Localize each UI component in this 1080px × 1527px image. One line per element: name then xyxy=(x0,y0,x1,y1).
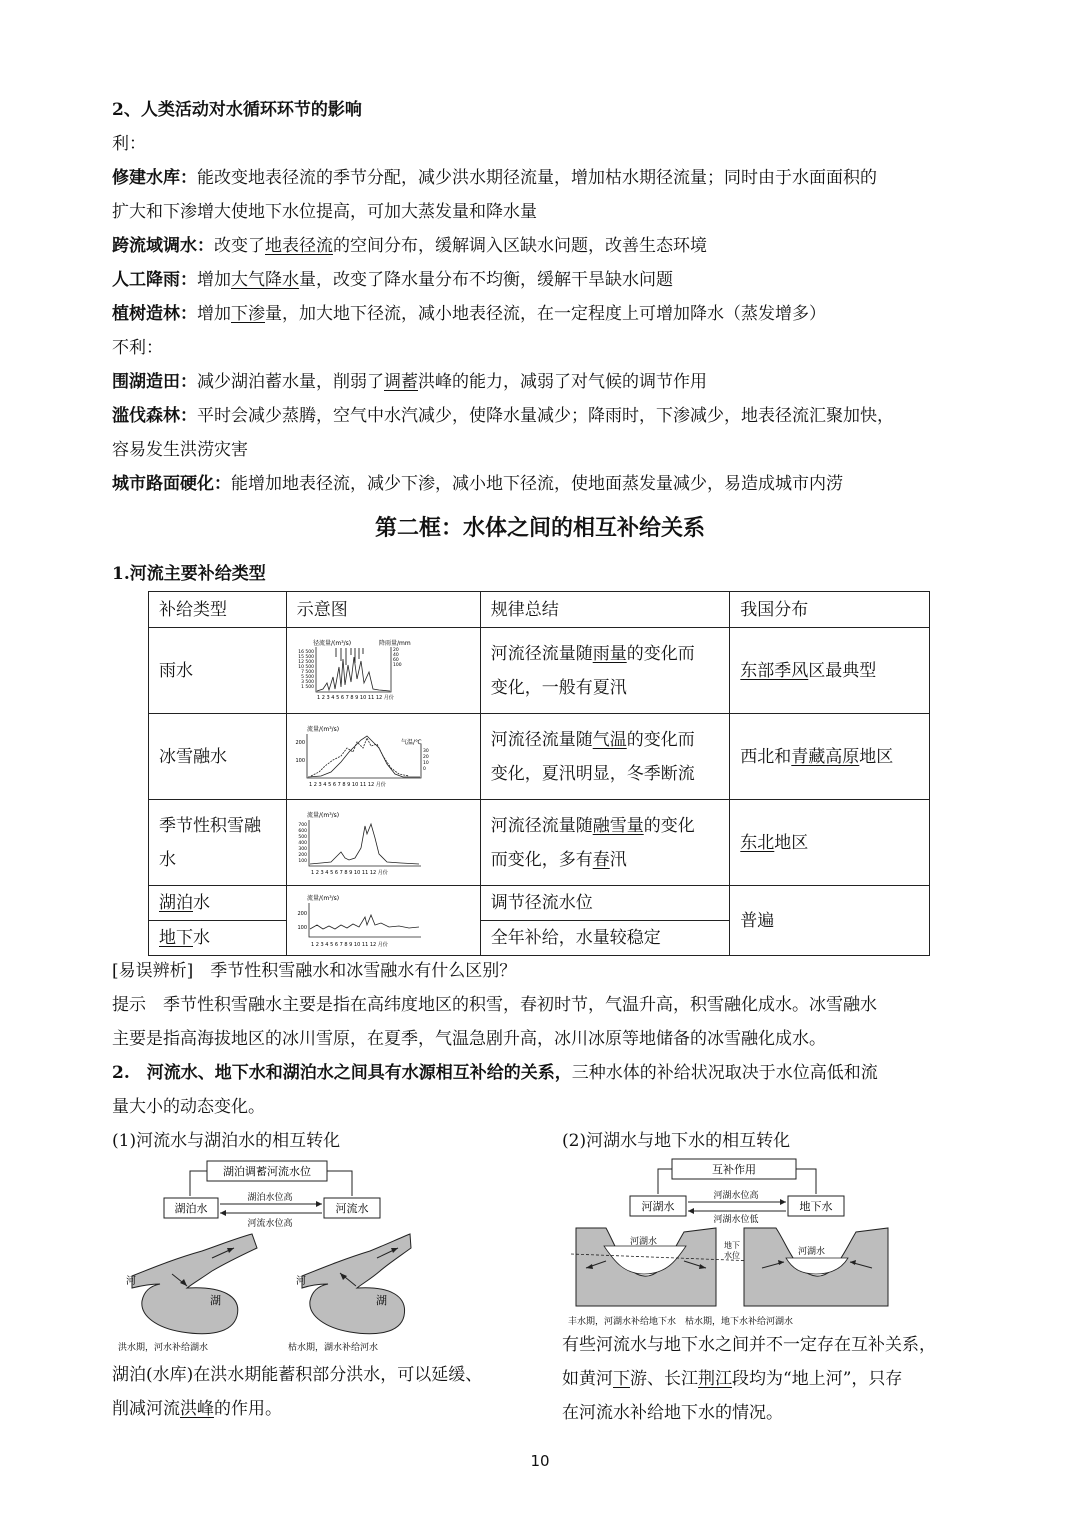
transfer-text-b: 的空间分布，缓解调入区缺水问题，改善生态环境 xyxy=(333,236,707,256)
type-text: 水 xyxy=(193,893,210,913)
right-note-text: 如黄河 xyxy=(562,1369,613,1389)
snow-hydrograph xyxy=(291,808,441,878)
fig1-lake-label: 湖 xyxy=(210,1294,221,1307)
rain-ytick: 5 500 xyxy=(300,674,314,680)
type-cell xyxy=(149,886,287,921)
dry-season-section xyxy=(744,1228,888,1306)
chart-cell xyxy=(286,886,480,956)
glacier-ytick: 200 xyxy=(295,739,305,746)
supply-type-table xyxy=(148,591,930,956)
reservoir-line-2: 扩大和下渗增大使地下水位提高，可加大蒸发量和降水量 xyxy=(112,202,537,222)
dist-text: 区最典型 xyxy=(808,660,877,681)
lake-text-a: 减少湖泊蓄水量，削弱了 xyxy=(197,372,384,392)
rain-xlabel: 1 2 3 4 5 6 7 8 9 10 11 12 月份 xyxy=(316,694,394,701)
sub-heading-1: 1.河流主要补给类型 xyxy=(112,564,266,584)
dist-text: 西北和 xyxy=(740,746,792,767)
snow-ytick: 500 xyxy=(298,834,307,840)
glacier-y2tick: 30 xyxy=(422,748,429,754)
rain-text-a: 增加 xyxy=(197,270,231,290)
forest-text-b: 量，加大地下径流，减小地表径流，在一定程度上可增加降水（蒸发增多） xyxy=(265,304,826,324)
left-note-text: 的作用。 xyxy=(214,1399,282,1419)
rain-ytick: 1 500 xyxy=(300,684,314,690)
chart-cell xyxy=(286,714,480,800)
fig1-caption: 洪水期，河水补给湖水 xyxy=(118,1343,209,1353)
left-caption: (1)河流水与湖泊水的相互转化 xyxy=(112,1131,341,1151)
rain-hydrograph xyxy=(291,637,421,705)
dist-cell: 普遍 xyxy=(730,886,930,956)
lg-ytick: 200 xyxy=(297,910,307,917)
dist-cell xyxy=(730,714,930,800)
forest-text-a: 增加 xyxy=(197,304,231,324)
type-text: 季节性积雪融 xyxy=(159,815,261,836)
log-line-2: 容易发生洪涝灾害 xyxy=(112,440,248,460)
type-cell: 雨水 xyxy=(149,628,287,714)
glacier-y2tick: 0 xyxy=(422,766,426,772)
right-top-box: 互补作用 xyxy=(712,1163,756,1176)
fig2-lake-label: 湖 xyxy=(376,1294,387,1307)
type-cell xyxy=(149,800,287,886)
law-cell xyxy=(480,628,730,714)
table-row-rain xyxy=(149,628,930,714)
left-arrow-top-label: 湖泊水位高 xyxy=(247,1193,293,1203)
para2-line-1 xyxy=(112,1056,878,1090)
type-cell xyxy=(149,921,287,956)
dist-underline: 青藏高原 xyxy=(791,746,860,767)
snow-ytick: 200 xyxy=(298,852,307,858)
type-underline: 地下 xyxy=(159,928,193,948)
flood-season-figure xyxy=(118,1234,257,1353)
dist-cell xyxy=(730,628,930,714)
glacier-y2tick: 20 xyxy=(422,754,429,760)
table-row-lake xyxy=(149,886,930,921)
law-text: 的变化而 xyxy=(626,643,695,664)
dist-text: 地区 xyxy=(774,832,809,853)
snow-ytick: 400 xyxy=(298,840,307,846)
gw-label-2: 水位 xyxy=(724,1251,740,1260)
para2-text: 三种水体的补给状况取决于水位高低和流 xyxy=(571,1063,878,1083)
chart-cell xyxy=(286,800,480,886)
rain-y2tick: 20 xyxy=(392,647,399,653)
law-text: 河流径流量随 xyxy=(490,643,593,664)
law-underline: 春 xyxy=(592,849,610,870)
reservoir-term: 修建水库： xyxy=(112,168,197,188)
error-tip-1: 提示 季节性积雪融水主要是指在高纬度地区的积雪，春初时节，气温升高，积雪融化成水。冰雪融水 xyxy=(112,995,877,1015)
right-note-text: 段均为“地上河”，只存 xyxy=(732,1369,903,1389)
section-heading: 2、人类活动对水循环环节的影响 xyxy=(112,100,362,120)
city-text: 能增加地表径流，减少下渗，减小地下径流，使地面蒸发量减少，易造成城市内涝 xyxy=(231,474,843,494)
rain-ytick: 15 500 xyxy=(298,654,314,660)
law-text: 汛 xyxy=(609,849,627,870)
rain-y2tick: 40 xyxy=(392,652,399,658)
lake-line xyxy=(112,365,707,399)
law-text: 的变化 xyxy=(643,815,695,836)
fig1-river-label: 河 xyxy=(126,1276,136,1287)
rain-ytick: 7 500 xyxy=(300,669,314,675)
glacier-ylabel: 流量/(m³/s) xyxy=(306,725,339,733)
dist-cell xyxy=(730,800,930,886)
right-note-underline: 下 xyxy=(613,1369,630,1389)
rain-y2tick: 100 xyxy=(392,662,402,668)
right-caption-small: 丰水期，河湖水补给地下水 枯水期，地下水补给河湖水 xyxy=(568,1317,794,1327)
right-note-text: 游、长江 xyxy=(630,1369,698,1389)
right-box-lake: 河湖水 xyxy=(641,1200,675,1213)
right-box-ground: 地下水 xyxy=(799,1200,833,1213)
lake-term: 围湖造田： xyxy=(112,372,197,392)
lake-text-b: 洪峰的能力，减弱了对气候的调节作用 xyxy=(418,372,707,392)
table-header-row xyxy=(149,592,930,628)
law-cell: 全年补给，水量较稳定 xyxy=(480,921,730,956)
law-text: 而变化，多有 xyxy=(490,849,593,870)
dry-lake-label: 河湖水 xyxy=(798,1247,826,1257)
con-label: 不利： xyxy=(112,338,163,358)
left-arrow-bot-label: 河流水位高 xyxy=(247,1219,293,1229)
law-underline: 气温 xyxy=(592,729,627,750)
right-note-1: 有些河流水与地下水之间并不一定存在互补关系， xyxy=(562,1335,936,1355)
para2-line-2: 量大小的动态变化。 xyxy=(112,1097,265,1117)
right-note-underline: 荆江 xyxy=(698,1369,732,1389)
glacier-y2label: 气温/℃ xyxy=(400,738,422,746)
law-text: 的变化而 xyxy=(626,729,695,750)
forest-underline: 下渗 xyxy=(231,304,265,324)
snow-ytick: 600 xyxy=(298,828,307,834)
wet-lake-label: 河湖水 xyxy=(630,1237,658,1247)
river-lake-diagram xyxy=(112,1156,412,1361)
lake-groundwater-diagram xyxy=(566,1156,896,1331)
dist-text: 地区 xyxy=(859,746,894,767)
reservoir-line-1 xyxy=(112,161,877,195)
law-text: 河流径流量随 xyxy=(490,815,593,836)
type-text: 水 xyxy=(193,928,210,948)
left-note-underline: 洪峰 xyxy=(180,1399,214,1419)
rain-ytick: 10 500 xyxy=(298,664,314,670)
left-note-2 xyxy=(112,1392,282,1426)
lake-underline: 调蓄 xyxy=(384,372,418,392)
header-cell: 规律总结 xyxy=(480,592,730,628)
left-box-lake: 湖泊水 xyxy=(174,1202,208,1215)
log-text: 平时会减少蒸腾，空气中水汽减少，使降水量减少；降雨时，下渗减少，地表径流汇聚加快， xyxy=(197,406,894,426)
header-cell: 示意图 xyxy=(286,592,480,628)
table-row-glacier xyxy=(149,714,930,800)
snow-ytick: 300 xyxy=(298,846,307,852)
rain-ylabel: 径流量/(m³/s) xyxy=(312,639,351,647)
error-question-text: 季节性积雪融水和冰雪融水有什么区别？ xyxy=(193,961,517,981)
lg-ylabel: 流量/(m³/s) xyxy=(306,894,339,902)
table-row-snow xyxy=(149,800,930,886)
transfer-text-a: 改变了 xyxy=(214,236,265,256)
law-underline: 融雪量 xyxy=(592,815,644,836)
forest-line xyxy=(112,297,826,331)
snow-ytick: 700 xyxy=(298,822,307,828)
fig2-river-label: 河 xyxy=(296,1276,306,1287)
lg-xlabel: 1 2 3 4 5 6 7 8 9 10 11 12 月份 xyxy=(310,941,388,948)
glacier-ytick: 100 xyxy=(295,757,305,764)
transfer-term: 跨流域调水： xyxy=(112,236,214,256)
pro-label: 利： xyxy=(112,134,146,154)
error-tip-2: 主要是指高海拔地区的冰川雪原，在夏季，气温急剧升高，冰川冰原等地储备的冰雪融化成水。 xyxy=(112,1029,826,1049)
rain-term: 人工降雨： xyxy=(112,270,197,290)
rain-text-b: 量，改变了降水量分布不均衡，缓解干旱缺水问题 xyxy=(299,270,673,290)
rain-y2tick: 60 xyxy=(392,657,399,663)
rain-ytick: 16 500 xyxy=(298,649,314,655)
rain-y2label: 降雨量/mm xyxy=(378,639,411,647)
wet-season-section xyxy=(576,1228,716,1306)
log-term: 滥伐森林： xyxy=(112,406,197,426)
type-cell: 冰雪融水 xyxy=(149,714,287,800)
header-cell: 补给类型 xyxy=(149,592,287,628)
type-underline: 湖泊 xyxy=(159,893,193,913)
glacier-xlabel: 1 2 3 4 5 6 7 8 9 10 11 12 月份 xyxy=(308,781,386,788)
error-tag: [易误辨析] xyxy=(112,961,194,981)
snow-xlabel: 1 2 3 4 5 6 7 8 9 10 11 12 月份 xyxy=(310,869,388,876)
frame-title: 第二框：水体之间的相互补给关系 xyxy=(374,515,705,541)
law-text: 变化，夏汛明显，冬季断流 xyxy=(490,763,695,784)
transfer-line xyxy=(112,229,707,263)
rain-ytick: 12 500 xyxy=(298,659,314,665)
glacier-y2tick: 10 xyxy=(422,760,429,766)
reservoir-text: 能改变地表径流的季节分配，减少洪水期径流量，增加枯水期径流量；同时由于水面面积的 xyxy=(197,168,877,188)
law-cell: 调节径流水位 xyxy=(480,886,730,921)
right-arrow-top-label: 河湖水位高 xyxy=(713,1191,759,1201)
law-cell xyxy=(480,800,730,886)
chart-cell xyxy=(286,628,480,714)
transfer-underline: 地表径流 xyxy=(265,236,333,256)
forest-term: 植树造林： xyxy=(112,304,197,324)
glacier-hydrograph xyxy=(291,722,441,792)
left-note-1: 湖泊(水库)在洪水期能蓄积部分洪水，可以延缓、 xyxy=(112,1365,483,1385)
right-note-2 xyxy=(562,1362,902,1396)
fig2-caption: 枯水期，湖水补给河水 xyxy=(288,1343,379,1353)
city-line xyxy=(112,467,843,501)
snow-ylabel: 流量/(m³/s) xyxy=(306,811,339,819)
lake-ground-hydrograph xyxy=(291,891,441,951)
gw-label-1: 地下 xyxy=(724,1241,740,1250)
law-text: 河流径流量随 xyxy=(490,729,593,750)
dist-underline: 东部季风 xyxy=(740,660,809,681)
left-box-river: 河流水 xyxy=(335,1202,369,1215)
left-note-text: 削减河流 xyxy=(112,1399,180,1419)
lg-ytick: 100 xyxy=(297,924,307,931)
rain-underline: 大气降水 xyxy=(231,270,299,290)
left-top-box: 湖泊调蓄河流水位 xyxy=(223,1165,311,1178)
right-note-3: 在河流水补给地下水的情况。 xyxy=(562,1403,783,1423)
dry-season-figure xyxy=(288,1234,411,1353)
right-caption: (2)河湖水与地下水的相互转化 xyxy=(562,1131,791,1151)
para2-bold: 2. 河流水、地下水和湖泊水之间具有水源相互补给的关系， xyxy=(112,1063,572,1083)
type-text: 水 xyxy=(159,849,176,870)
rain-line xyxy=(112,263,673,297)
header-cell: 我国分布 xyxy=(730,592,930,628)
log-line-1 xyxy=(112,399,894,433)
snow-ytick: 100 xyxy=(298,858,307,864)
error-question xyxy=(112,954,516,988)
law-underline: 雨量 xyxy=(592,643,627,664)
rain-ytick: 3 500 xyxy=(300,679,314,685)
page-number: 10 xyxy=(530,1452,550,1470)
dist-underline: 东北 xyxy=(740,832,775,853)
right-arrow-bot-label: 河湖水位低 xyxy=(713,1215,759,1225)
law-cell xyxy=(480,714,730,800)
law-text: 变化，一般有夏汛 xyxy=(490,677,627,698)
city-term: 城市路面硬化： xyxy=(112,474,231,494)
